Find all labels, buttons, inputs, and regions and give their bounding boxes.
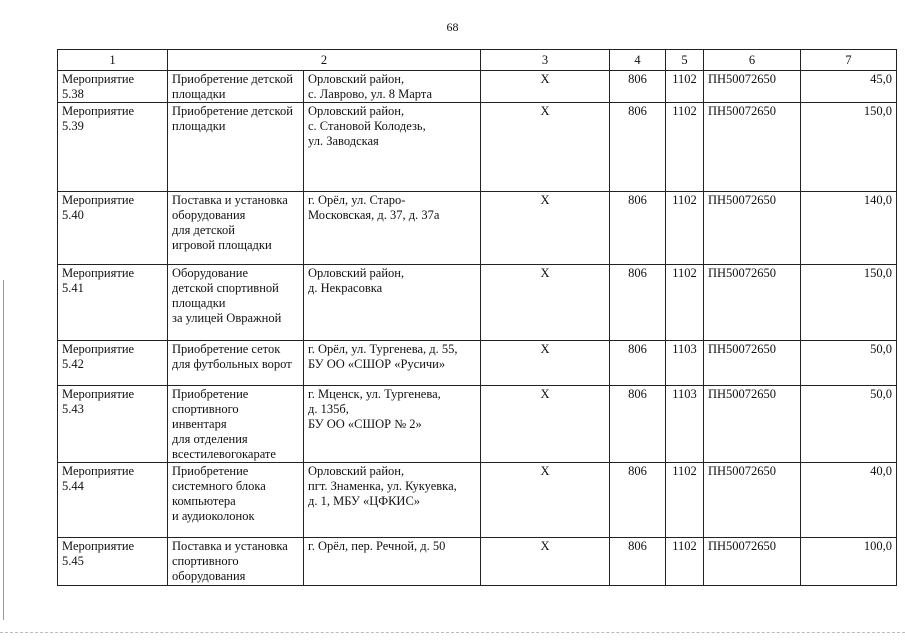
row-col-4: 806 bbox=[610, 538, 666, 586]
row-name: Приобретение детской площадки bbox=[168, 71, 304, 103]
row-col-6: ПН50072650 bbox=[704, 538, 801, 586]
row-place: г. Орёл, ул. Старо- Московская, д. 37, д. 37а bbox=[304, 192, 481, 265]
row-col-3: Х bbox=[481, 341, 610, 386]
header-col-2: 2 bbox=[168, 50, 481, 71]
row-col-7: 150,0 bbox=[801, 103, 897, 192]
scan-artifact-line bbox=[0, 632, 905, 633]
row-col-5: 1102 bbox=[666, 463, 704, 538]
row-col-6: ПН50072650 bbox=[704, 386, 801, 463]
row-place: Орловский район, с. Лаврово, ул. 8 Марта bbox=[304, 71, 481, 103]
row-col-6: ПН50072650 bbox=[704, 341, 801, 386]
row-label: Мероприятие 5.45 bbox=[58, 538, 168, 586]
row-col-4: 806 bbox=[610, 71, 666, 103]
table-row bbox=[58, 103, 897, 192]
row-place: Орловский район, д. Некрасовка bbox=[304, 265, 481, 341]
row-place: г. Орёл, ул. Тургенева, д. 55, БУ ОО «СШОР «Русичи» bbox=[304, 341, 481, 386]
header-col-1: 1 bbox=[58, 50, 168, 71]
header-col-6: 6 bbox=[704, 50, 801, 71]
row-col-5: 1102 bbox=[666, 192, 704, 265]
row-place: Орловский район, с. Становой Колодезь, ул. Заводская bbox=[304, 103, 481, 192]
table-row bbox=[58, 192, 897, 265]
row-col-3: Х bbox=[481, 265, 610, 341]
row-col-6: ПН50072650 bbox=[704, 192, 801, 265]
row-col-6: ПН50072650 bbox=[704, 265, 801, 341]
row-col-7: 40,0 bbox=[801, 463, 897, 538]
row-col-4: 806 bbox=[610, 103, 666, 192]
table-row bbox=[58, 538, 897, 586]
row-label: Мероприятие 5.44 bbox=[58, 463, 168, 538]
row-col-4: 806 bbox=[610, 341, 666, 386]
row-label: Мероприятие 5.41 bbox=[58, 265, 168, 341]
header-col-5: 5 bbox=[666, 50, 704, 71]
table-row bbox=[58, 463, 897, 538]
row-label: Мероприятие 5.39 bbox=[58, 103, 168, 192]
table-row bbox=[58, 386, 897, 463]
row-col-7: 50,0 bbox=[801, 341, 897, 386]
row-name: Поставка и установка спортивного оборудования bbox=[168, 538, 304, 586]
row-name: Приобретение детской площадки bbox=[168, 103, 304, 192]
row-col-3: Х bbox=[481, 103, 610, 192]
row-col-3: Х bbox=[481, 463, 610, 538]
row-name: Приобретение системного блока компьютера и аудиоколонок bbox=[168, 463, 304, 538]
row-label: Мероприятие 5.40 bbox=[58, 192, 168, 265]
row-label: Мероприятие 5.38 bbox=[58, 71, 168, 103]
row-col-5: 1102 bbox=[666, 538, 704, 586]
row-col-3: Х bbox=[481, 192, 610, 265]
row-col-4: 806 bbox=[610, 463, 666, 538]
row-label: Мероприятие 5.42 bbox=[58, 341, 168, 386]
row-col-5: 1102 bbox=[666, 103, 704, 192]
row-place: г. Орёл, пер. Речной, д. 50 bbox=[304, 538, 481, 586]
header-col-4: 4 bbox=[610, 50, 666, 71]
row-col-3: Х bbox=[481, 386, 610, 463]
table-row bbox=[58, 341, 897, 386]
row-col-3: Х bbox=[481, 71, 610, 103]
table-row bbox=[58, 71, 897, 103]
scan-edge-line bbox=[3, 280, 4, 620]
row-col-7: 100,0 bbox=[801, 538, 897, 586]
row-col-7: 140,0 bbox=[801, 192, 897, 265]
row-col-7: 45,0 bbox=[801, 71, 897, 103]
row-name: Оборудование детской спортивной площадки за улицей Овражной bbox=[168, 265, 304, 341]
header-col-3: 3 bbox=[481, 50, 610, 71]
row-col-4: 806 bbox=[610, 192, 666, 265]
header-col-7: 7 bbox=[801, 50, 897, 71]
row-col-7: 50,0 bbox=[801, 386, 897, 463]
row-name: Приобретение сеток для футбольных ворот bbox=[168, 341, 304, 386]
row-col-6: ПН50072650 bbox=[704, 71, 801, 103]
row-place: Орловский район, пгт. Знаменка, ул. Кукуевка, д. 1, МБУ «ЦФКИС» bbox=[304, 463, 481, 538]
page-number: 68 bbox=[446, 20, 459, 34]
row-name: Поставка и установка оборудования для детской игровой площадки bbox=[168, 192, 304, 265]
header-row bbox=[58, 50, 897, 71]
row-col-5: 1102 bbox=[666, 265, 704, 341]
row-name: Приобретение спортивного инвентаря для отделения всестилевогокарате bbox=[168, 386, 304, 463]
row-col-6: ПН50072650 bbox=[704, 463, 801, 538]
row-col-3: Х bbox=[481, 538, 610, 586]
row-col-5: 1102 bbox=[666, 71, 704, 103]
row-col-4: 806 bbox=[610, 386, 666, 463]
row-label: Мероприятие 5.43 bbox=[58, 386, 168, 463]
row-col-4: 806 bbox=[610, 265, 666, 341]
row-col-6: ПН50072650 bbox=[704, 103, 801, 192]
budget-table bbox=[57, 49, 897, 586]
row-place: г. Мценск, ул. Тургенева, д. 135б, БУ ОО «СШОР № 2» bbox=[304, 386, 481, 463]
table-row bbox=[58, 265, 897, 341]
row-col-5: 1103 bbox=[666, 341, 704, 386]
row-col-7: 150,0 bbox=[801, 265, 897, 341]
row-col-5: 1103 bbox=[666, 386, 704, 463]
